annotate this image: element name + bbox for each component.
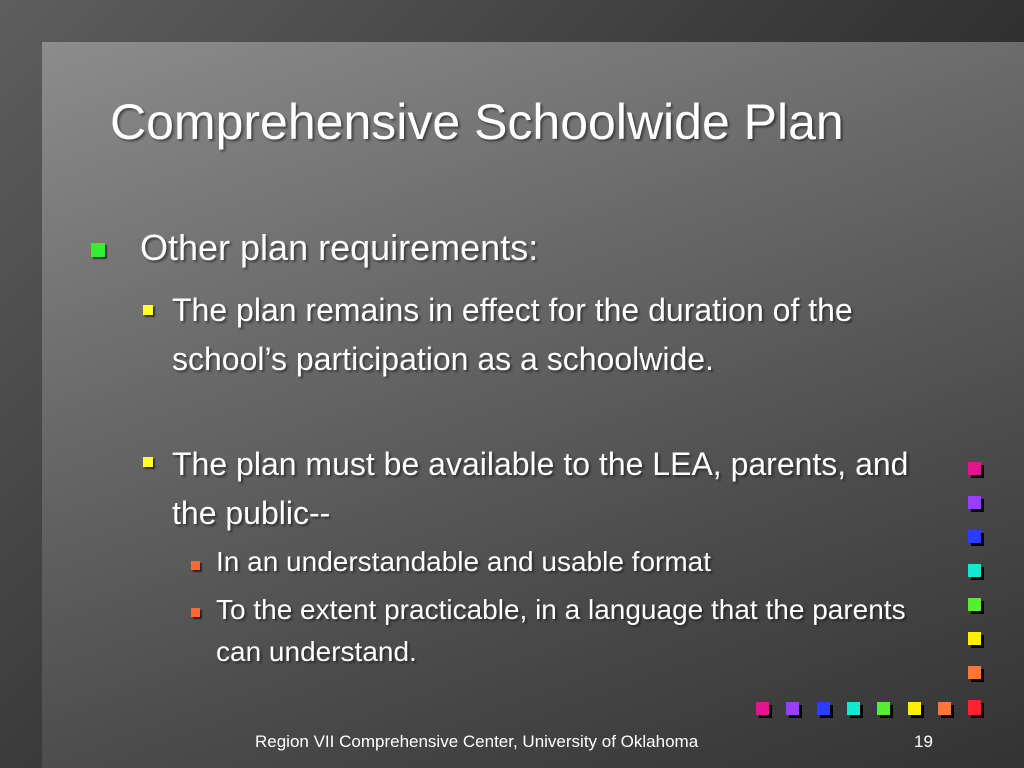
- decor-square-horizontal: [908, 702, 921, 715]
- decor-square-vertical: [968, 666, 981, 679]
- decor-square-vertical: [968, 632, 981, 645]
- decor-square-horizontal: [938, 702, 951, 715]
- level2-bullet-icon: [143, 457, 153, 467]
- decor-square-horizontal: [877, 702, 890, 715]
- level3-bullet-icon: [191, 608, 200, 617]
- decor-square-horizontal: [847, 702, 860, 715]
- decor-square-vertical: [968, 564, 981, 577]
- decor-square-horizontal: [756, 702, 769, 715]
- decor-square-horizontal: [817, 702, 830, 715]
- level2-item-2: The plan must be available to the LEA, parents, and the public--: [172, 446, 909, 531]
- decor-square-vertical: [968, 462, 981, 475]
- level2-item-1: The plan remains in effect for the duration of the school’s participation as a schoolwide.: [172, 292, 853, 377]
- level3-item-2: To the extent practicable, in a language that the parents can understand.: [216, 594, 906, 667]
- decor-square-vertical: [968, 598, 981, 611]
- level3-bullet-icon: [191, 561, 200, 570]
- level2-bullet-icon: [143, 305, 153, 315]
- level3-item-1: In an understandable and usable format: [216, 546, 712, 577]
- footer-text: Region VII Comprehensive Center, University of Oklahoma: [255, 732, 699, 751]
- decor-square-vertical: [968, 496, 981, 509]
- decor-square-vertical: [968, 530, 981, 543]
- level1-bullet-icon: [91, 243, 105, 257]
- slide-title: Comprehensive Schoolwide Plan: [110, 94, 844, 150]
- decor-square-horizontal: [786, 702, 799, 715]
- decor-square-horizontal: [968, 702, 981, 715]
- page-number: 19: [914, 732, 933, 751]
- level1-text: Other plan requirements:: [140, 227, 539, 268]
